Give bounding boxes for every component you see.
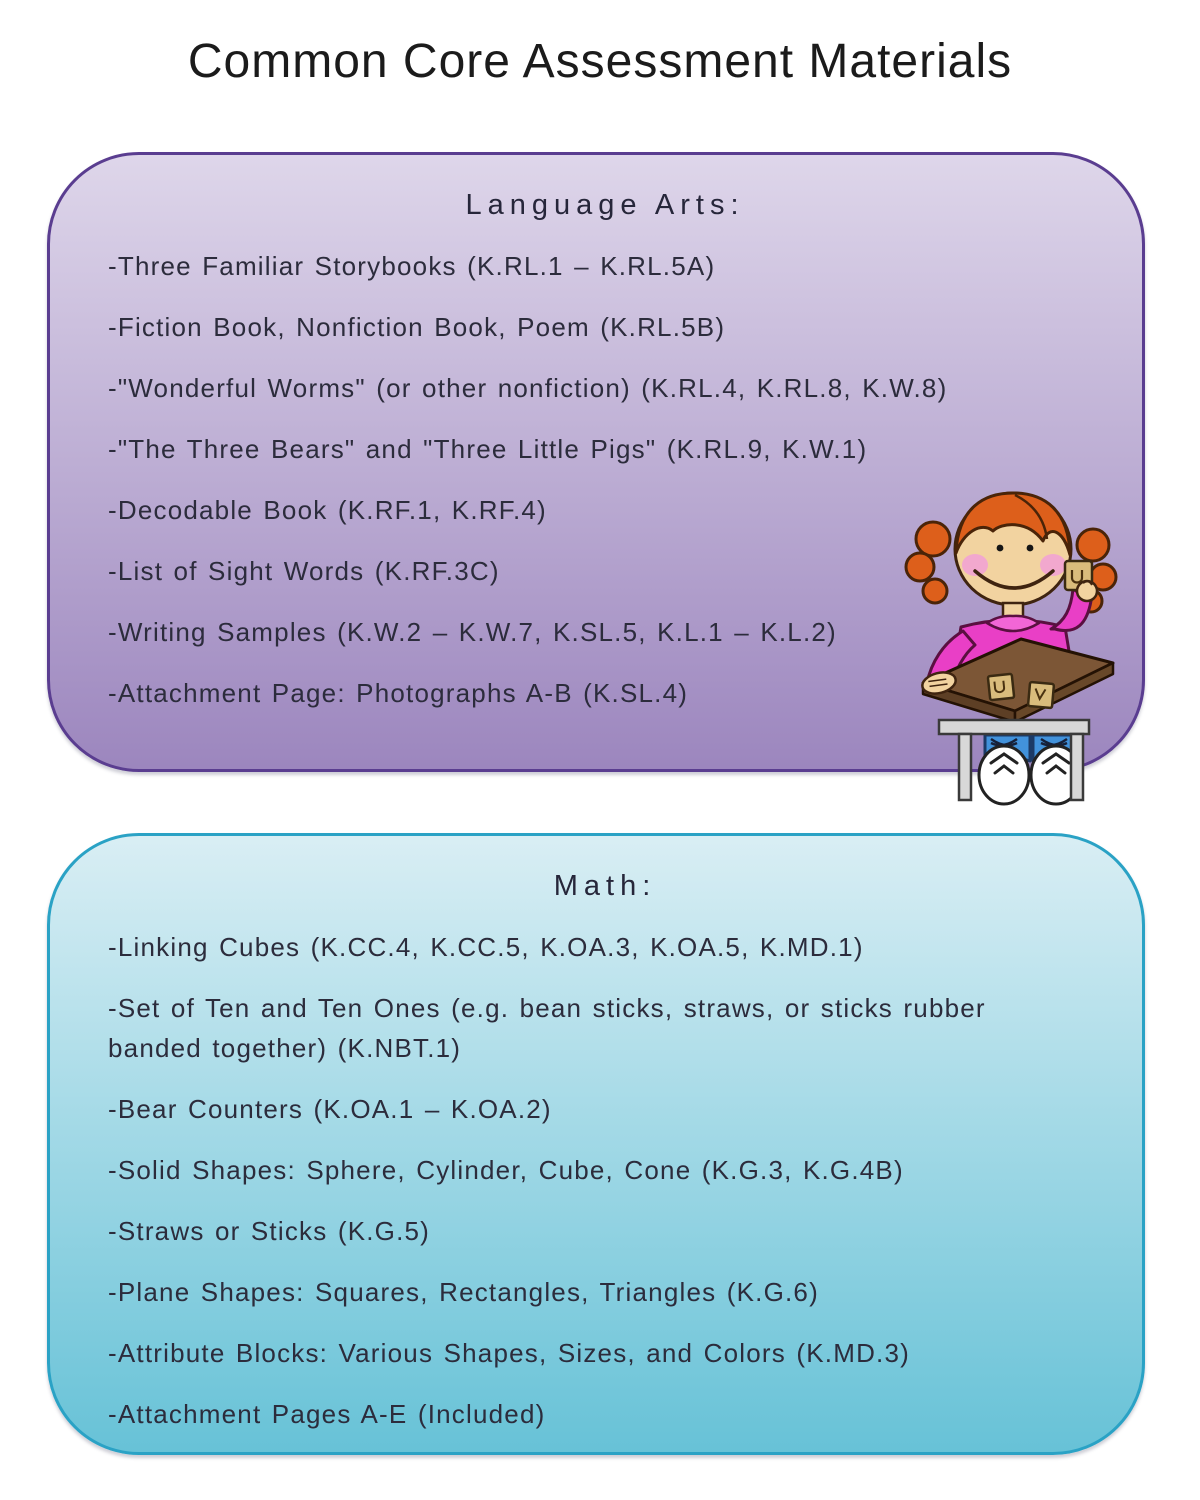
list-item: -"Wonderful Worms" (or other nonfiction) (K.RL.4, K.RL.8, K.W.8) [108,373,948,403]
math-heading: Math: [553,870,657,902]
list-item: -Attachment Page: Photographs A-B (K.SL.4) [108,678,689,708]
list-item: -Fiction Book, Nonfiction Book, Poem (K.RL.5B) [108,312,726,342]
girl-hand-right [1077,581,1097,601]
list-item: -"The Three Bears" and "Three Little Pigs" (K.RL.9, K.W.1) [108,434,868,464]
math-list [108,927,1102,1434]
list-item: -Solid Shapes: Sphere, Cylinder, Cube, Cone (K.G.3, K.G.4B) [108,1155,904,1185]
list-item: -Bear Counters (K.OA.1 – K.OA.2) [108,1094,552,1124]
girl-at-desk-illustration [903,487,1135,807]
page-title: Common Core Assessment Materials [187,35,1013,88]
list-item: -Three Familiar Storybooks (K.RL.1 – K.RL.5A) [108,251,716,281]
language-arts-heading: Language Arts: [465,189,745,221]
girl-at-desk-clipart [903,487,1135,807]
list-item: -Straws or Sticks (K.G.5) [108,1216,431,1246]
list-item: -Plane Shapes: Squares, Rectangles, Triangles (K.G.6) [108,1277,819,1307]
list-item: -List of Sight Words (K.RF.3C) [108,556,500,586]
list-item: -Set of Ten and Ten Ones (e.g. bean sticks, straws, or sticks rubber banded together) (K.NBT.1) [108,993,986,1063]
list-item: -Linking Cubes (K.CC.4, K.CC.5, K.OA.3, K.OA.5, K.MD.1) [108,932,864,962]
list-item: -Writing Samples (K.W.2 – K.W.7, K.SL.5, K.L.1 – K.L.2) [108,617,837,647]
list-item: -Attribute Blocks: Various Shapes, Sizes, and Colors (K.MD.3) [108,1338,910,1368]
math-panel [47,833,1145,1455]
list-item: -Attachment Pages A-E (Included) [108,1399,546,1429]
list-item: -Decodable Book (K.RF.1, K.RF.4) [108,495,547,525]
